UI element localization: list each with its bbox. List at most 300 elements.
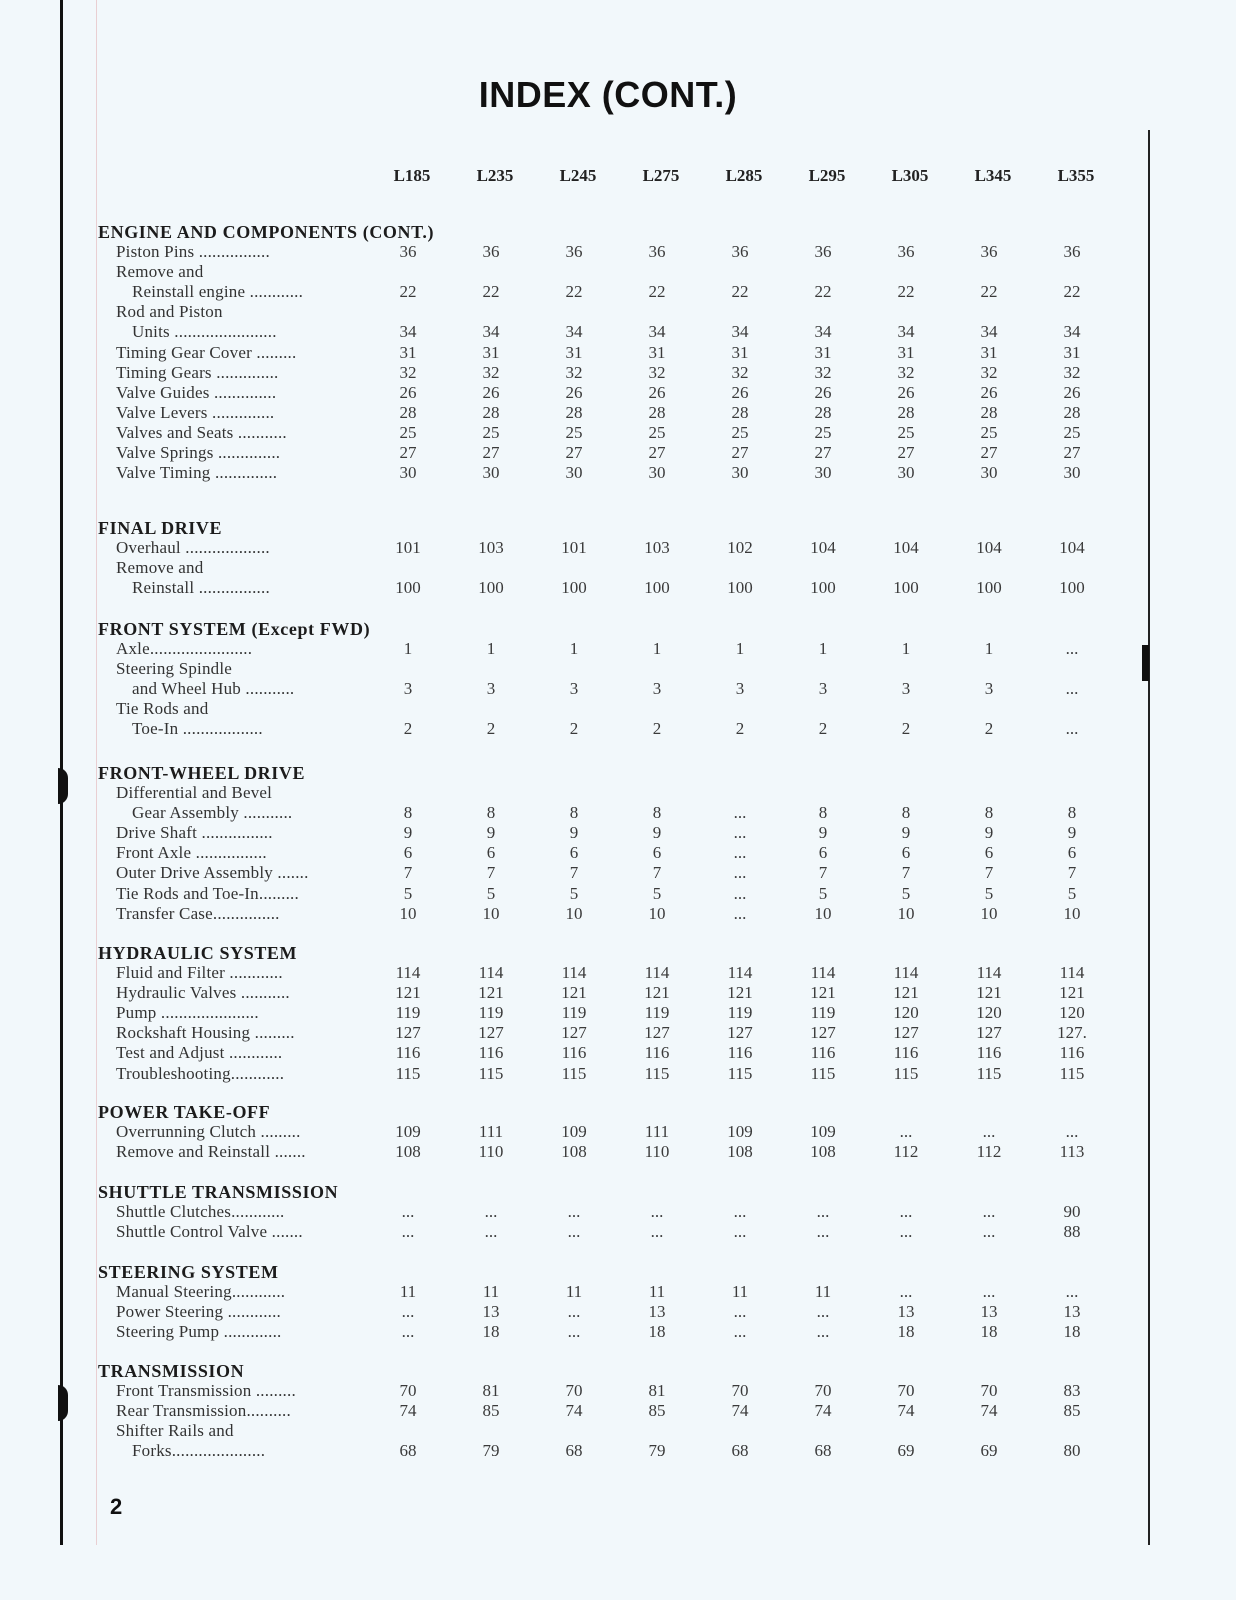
page-ref-cell: 121: [395, 983, 421, 1003]
index-row: [0, 783, 1236, 803]
entry-label: Rockshaft Housing .........: [116, 1023, 295, 1043]
page-ref-cell: 2: [984, 719, 994, 739]
page-ref-cell: 116: [561, 1043, 587, 1063]
entry-label: Troubleshooting............: [116, 1063, 285, 1083]
page-ref-cell: 36: [565, 242, 583, 261]
index-row: [0, 1441, 1236, 1461]
page-ref-cell: 115: [976, 1063, 1002, 1083]
page-ref-cell: 108: [561, 1142, 587, 1162]
page-ref-cell: 102: [727, 538, 753, 557]
page-ref-cell: 74: [731, 1401, 749, 1421]
page-ref-cell: 74: [565, 1401, 583, 1421]
page-ref-cell: 109: [395, 1122, 421, 1141]
page-number: 2: [110, 1494, 123, 1519]
page-ref-cell: 11: [648, 1282, 666, 1301]
page-ref-cell: 32: [648, 362, 666, 382]
page-ref-cell: 85: [1063, 1401, 1081, 1421]
page-ref-cell: 127: [561, 1023, 587, 1043]
page-ref-cell: 28: [814, 402, 832, 422]
page-ref-cell: 26: [980, 382, 998, 402]
page-ref-cell: 5: [984, 883, 994, 903]
page-ref-cell: 10: [565, 903, 583, 923]
page-ref-cell: 18: [648, 1322, 666, 1342]
page-ref-cell: 116: [644, 1043, 670, 1063]
page-ref-cell: 36: [980, 242, 998, 261]
page-ref-cell: ...: [733, 1222, 747, 1242]
page-ref-cell: 34: [731, 322, 749, 342]
page-ref-cell: 25: [648, 422, 666, 442]
page-ref-cell: 18: [1063, 1322, 1081, 1342]
page-ref-cell: 127: [478, 1023, 504, 1043]
page-ref-cell: 2: [818, 719, 828, 739]
page-ref-cell: ...: [567, 1222, 581, 1242]
page-ref-cell: 7: [818, 863, 828, 883]
page-ref-cell: ...: [899, 1202, 913, 1221]
page-ref-cell: 10: [1063, 903, 1081, 923]
page-ref-cell: 70: [731, 1381, 749, 1400]
page-ref-cell: 116: [976, 1043, 1002, 1063]
page-ref-cell: 119: [644, 1003, 670, 1023]
model-column-header: L355: [1057, 166, 1095, 185]
page-ref-cell: 108: [727, 1142, 753, 1162]
page-ref-cell: 3: [818, 679, 828, 699]
index-row: [0, 983, 1236, 1003]
page-ref-cell: 28: [399, 402, 417, 422]
page-ref-cell: 9: [403, 823, 413, 843]
page-ref-cell: 100: [810, 578, 836, 598]
page-ref-cell: 26: [897, 382, 915, 402]
page-ref-cell: 30: [731, 463, 749, 483]
section-heading: HYDRAULIC SYSTEM: [98, 943, 298, 963]
page-ref-cell: 34: [648, 322, 666, 342]
page-ref-cell: 119: [810, 1003, 836, 1023]
page-ref-cell: 28: [565, 402, 583, 422]
page-ref-cell: 22: [731, 282, 749, 302]
page-ref-cell: 115: [810, 1063, 836, 1083]
page-ref-cell: ...: [733, 1322, 747, 1342]
page-ref-cell: 34: [980, 322, 998, 342]
page-ref-cell: 6: [984, 843, 994, 863]
page-ref-cell: 114: [1059, 963, 1085, 982]
page-ref-cell: 1: [735, 639, 745, 658]
page-ref-cell: 26: [399, 382, 417, 402]
index-row: [0, 343, 1236, 363]
page-ref-cell: 116: [893, 1043, 919, 1063]
section-heading: FRONT SYSTEM (Except FWD): [98, 619, 371, 639]
entry-label: Gear Assembly ...........: [132, 803, 293, 823]
page-ref-cell: 114: [644, 963, 670, 982]
index-row: [0, 843, 1236, 863]
page-ref-cell: 121: [976, 983, 1002, 1003]
page-ref-cell: 127: [810, 1023, 836, 1043]
page-ref-cell: 3: [403, 679, 413, 699]
page-ref-cell: 26: [482, 382, 500, 402]
entry-label: Hydraulic Valves ...........: [116, 983, 290, 1003]
page-ref-cell: 109: [727, 1122, 753, 1141]
page-ref-cell: 6: [569, 843, 579, 863]
entry-label: Differential and Bevel: [116, 783, 273, 802]
index-row: [0, 679, 1236, 699]
page-ref-cell: ...: [567, 1302, 581, 1322]
page-ref-cell: 28: [482, 402, 500, 422]
page-ref-cell: 79: [648, 1441, 666, 1461]
page-ref-cell: 5: [1067, 883, 1077, 903]
page-ref-cell: ...: [733, 1202, 747, 1221]
page-ref-cell: 27: [565, 443, 583, 462]
index-row: [0, 699, 1236, 719]
section-heading: FRONT-WHEEL DRIVE: [98, 763, 306, 783]
entry-label: Valves and Seats ...........: [116, 422, 287, 442]
page-ref-cell: 108: [395, 1142, 421, 1162]
page-ref-cell: 127: [893, 1023, 919, 1043]
page-ref-cell: 36: [648, 242, 666, 261]
entry-label: Valve Timing ..............: [116, 463, 278, 483]
page-ref-cell: ...: [982, 1222, 996, 1242]
entry-label: Drive Shaft ................: [116, 823, 273, 843]
page-ref-cell: 119: [727, 1003, 753, 1023]
entry-label: Overrunning Clutch .........: [116, 1122, 301, 1141]
page-ref-cell: 104: [976, 538, 1002, 557]
page-ref-cell: 5: [486, 883, 496, 903]
page-ref-cell: 70: [980, 1381, 998, 1400]
entry-label: Valve Guides ..............: [116, 382, 277, 402]
page-ref-cell: 114: [478, 963, 504, 982]
entry-label: Axle.......................: [116, 639, 253, 658]
page-ref-cell: 100: [478, 578, 504, 598]
page-ref-cell: 30: [980, 463, 998, 483]
page-ref-cell: 8: [486, 803, 496, 823]
page-ref-cell: ...: [567, 1322, 581, 1342]
page-ref-cell: 11: [399, 1282, 417, 1301]
page-ref-cell: 13: [648, 1302, 666, 1322]
entry-label: Test and Adjust ............: [116, 1043, 283, 1063]
page-ref-cell: 31: [648, 342, 666, 362]
page-ref-cell: 3: [984, 679, 994, 699]
page-ref-cell: 83: [1063, 1381, 1081, 1400]
page-ref-cell: 121: [810, 983, 836, 1003]
page-ref-cell: 32: [482, 362, 500, 382]
page-ref-cell: 1: [403, 639, 413, 658]
page-ref-cell: ...: [733, 803, 747, 823]
page-ref-cell: 7: [569, 863, 579, 883]
page-ref-cell: 100: [395, 578, 421, 598]
page-ref-cell: 6: [486, 843, 496, 863]
page-ref-cell: 10: [897, 903, 915, 923]
page-ref-cell: 10: [980, 903, 998, 923]
page-ref-cell: 121: [561, 983, 587, 1003]
page-ref-cell: 116: [478, 1043, 504, 1063]
page-ref-cell: 34: [482, 322, 500, 342]
page-ref-cell: 79: [482, 1441, 500, 1461]
page-ref-cell: 115: [395, 1063, 421, 1083]
page-ref-cell: 32: [399, 362, 417, 382]
page-ref-cell: 6: [652, 843, 662, 863]
page-ref-cell: 104: [893, 538, 919, 557]
page-ref-cell: 25: [980, 422, 998, 442]
page-ref-cell: 127: [644, 1023, 670, 1043]
entry-label: Remove and Reinstall .......: [116, 1142, 306, 1162]
page-ref-cell: 7: [984, 863, 994, 883]
page-ref-cell: 22: [980, 282, 998, 302]
page-ref-cell: 30: [482, 463, 500, 483]
index-row: [0, 863, 1236, 883]
entry-label: Tie Rods and: [116, 699, 209, 719]
page-ref-cell: 10: [399, 903, 417, 923]
page-ref-cell: ...: [401, 1222, 415, 1242]
model-column-header: L275: [642, 166, 680, 185]
page-ref-cell: 116: [810, 1043, 836, 1063]
index-row: [0, 383, 1236, 403]
page-ref-cell: ...: [733, 843, 747, 863]
page-ref-cell: 32: [1063, 362, 1081, 382]
page-ref-cell: 31: [565, 342, 583, 362]
page-ref-cell: 32: [731, 362, 749, 382]
page-ref-cell: 5: [901, 883, 911, 903]
page-ref-cell: 2: [486, 719, 496, 739]
page-ref-cell: 69: [897, 1441, 915, 1461]
page-ref-cell: 9: [652, 823, 662, 843]
entry-label: Front Axle ................: [116, 843, 267, 863]
model-column-header: L305: [891, 166, 929, 185]
page-ref-cell: 18: [482, 1322, 500, 1342]
page-ref-cell: 27: [399, 443, 417, 462]
page-ref-cell: ...: [982, 1202, 996, 1221]
page-ref-cell: ...: [484, 1222, 498, 1242]
page-ref-cell: 3: [901, 679, 911, 699]
page-ref-cell: 103: [478, 538, 504, 557]
page-ref-cell: 11: [814, 1282, 832, 1301]
index-row: [0, 1043, 1236, 1063]
index-row: [0, 242, 1236, 262]
index-row: [0, 282, 1236, 302]
page-ref-cell: 70: [897, 1381, 915, 1400]
page-ref-cell: 109: [810, 1122, 836, 1141]
page-ref-cell: 2: [901, 719, 911, 739]
page-ref-cell: 1: [818, 639, 828, 658]
page-ref-cell: 2: [569, 719, 579, 739]
page-ref-cell: 6: [1067, 843, 1077, 863]
page-ref-cell: 25: [482, 422, 500, 442]
page-ref-cell: 25: [1063, 422, 1081, 442]
page-ref-cell: 36: [731, 242, 749, 261]
page-ref-cell: 114: [395, 963, 421, 982]
index-row: [0, 1023, 1236, 1043]
page-ref-cell: 34: [399, 322, 417, 342]
page-ref-cell: 88: [1063, 1222, 1081, 1242]
page-ref-cell: ...: [982, 1282, 996, 1301]
page-ref-cell: 25: [565, 422, 583, 442]
page-ref-cell: 30: [814, 463, 832, 483]
index-row: [0, 1142, 1236, 1162]
page-ref-cell: 1: [901, 639, 911, 658]
page-ref-cell: 27: [648, 443, 666, 462]
page-ref-cell: 8: [403, 803, 413, 823]
page-ref-cell: 7: [652, 863, 662, 883]
index-row: [0, 1064, 1236, 1084]
page-ref-cell: 22: [814, 282, 832, 302]
model-column-header: L245: [559, 166, 597, 185]
page-ref-cell: 22: [565, 282, 583, 302]
page-ref-cell: 101: [395, 538, 421, 557]
entry-label: Power Steering ............: [116, 1302, 281, 1322]
page-ref-cell: 74: [897, 1401, 915, 1421]
page-ref-cell: 100: [1059, 578, 1085, 598]
page-ref-cell: 22: [1063, 282, 1081, 302]
page-ref-cell: 70: [814, 1381, 832, 1400]
page-ref-cell: 116: [395, 1043, 421, 1063]
entry-label: Reinstall engine ............: [132, 282, 304, 302]
entry-label: and Wheel Hub ...........: [132, 679, 295, 699]
page-ref-cell: 85: [482, 1401, 500, 1421]
page-ref-cell: 9: [818, 823, 828, 843]
page-ref-cell: 119: [561, 1003, 587, 1023]
page-ref-cell: ...: [899, 1122, 913, 1141]
page-ref-cell: ...: [484, 1202, 498, 1221]
page-ref-cell: 81: [482, 1381, 500, 1400]
section-heading: ENGINE AND COMPONENTS (CONT.): [98, 222, 435, 242]
page-ref-cell: 114: [810, 963, 836, 982]
entry-label: Tie Rods and Toe-In.........: [116, 883, 299, 903]
index-row: [0, 884, 1236, 904]
page-ref-cell: 7: [403, 863, 413, 883]
entry-label: Rod and Piston: [116, 302, 223, 322]
index-row: [0, 719, 1236, 739]
page-ref-cell: 22: [399, 282, 417, 302]
entry-label: Steering Spindle: [116, 659, 233, 679]
page-ref-cell: 110: [478, 1142, 504, 1162]
page-ref-cell: ...: [733, 1302, 747, 1322]
page-ref-cell: 70: [399, 1381, 417, 1400]
page-ref-cell: 74: [399, 1401, 417, 1421]
entry-label: Valve Springs ..............: [116, 443, 281, 462]
page-ref-cell: 30: [399, 463, 417, 483]
page-ref-cell: 100: [727, 578, 753, 598]
model-column-header: L185: [393, 166, 431, 185]
page-ref-cell: 10: [814, 903, 832, 923]
page-ref-cell: 10: [648, 903, 666, 923]
page-ref-cell: 11: [482, 1282, 500, 1301]
page-ref-cell: 112: [976, 1142, 1002, 1162]
index-row: [0, 639, 1236, 659]
page-ref-cell: 116: [1059, 1043, 1085, 1063]
page-ref-cell: 121: [478, 983, 504, 1003]
page-ref-cell: 26: [565, 382, 583, 402]
page-ref-cell: 68: [814, 1441, 832, 1461]
index-row: [0, 1322, 1236, 1342]
section-heading: STEERING SYSTEM: [98, 1262, 279, 1282]
page-ref-cell: 22: [897, 282, 915, 302]
page-ref-cell: ...: [1065, 639, 1079, 658]
index-row: [0, 302, 1236, 322]
page-ref-cell: ...: [982, 1122, 996, 1141]
page-ref-cell: 13: [482, 1302, 500, 1322]
index-row: [0, 1282, 1236, 1302]
page-ref-cell: 3: [652, 679, 662, 699]
page-ref-cell: 36: [399, 242, 417, 261]
index-row: [0, 1222, 1236, 1242]
page-ref-cell: ...: [567, 1202, 581, 1221]
page-ref-cell: 127: [395, 1023, 421, 1043]
page-ref-cell: ...: [816, 1302, 830, 1322]
page-ref-cell: 31: [980, 342, 998, 362]
entry-label: Rear Transmission..........: [116, 1401, 291, 1421]
page-ref-cell: 80: [1063, 1441, 1081, 1461]
model-column-header: L295: [808, 166, 846, 185]
entry-label: Front Transmission .........: [116, 1381, 296, 1400]
page-ref-cell: ...: [401, 1322, 415, 1342]
page-ref-cell: 100: [561, 578, 587, 598]
page-ref-cell: 120: [976, 1003, 1002, 1023]
page-ref-cell: ...: [1065, 679, 1079, 699]
page-ref-cell: 3: [486, 679, 496, 699]
page-ref-cell: 112: [893, 1142, 919, 1162]
page-ref-cell: 22: [648, 282, 666, 302]
page-ref-cell: 6: [818, 843, 828, 863]
model-column-header: L235: [476, 166, 514, 185]
page-ref-cell: 108: [810, 1142, 836, 1162]
page-ref-cell: 121: [644, 983, 670, 1003]
index-row: [0, 803, 1236, 823]
page-ref-cell: 36: [814, 242, 832, 261]
index-row: [0, 558, 1236, 578]
page-ref-cell: 74: [980, 1401, 998, 1421]
page-ref-cell: 9: [569, 823, 579, 843]
page-ref-cell: 36: [897, 242, 915, 261]
index-row: [0, 1401, 1236, 1421]
page-ref-cell: 110: [644, 1142, 670, 1162]
page-ref-cell: 13: [897, 1302, 915, 1322]
index-row: [0, 1302, 1236, 1322]
page-ref-cell: 25: [897, 422, 915, 442]
page-ref-cell: 116: [727, 1043, 753, 1063]
page-ref-cell: ...: [1065, 1282, 1079, 1301]
index-row: [0, 1122, 1236, 1142]
page-ref-cell: 70: [565, 1381, 583, 1400]
section-heading: SHUTTLE TRANSMISSION: [98, 1182, 339, 1202]
page-ref-cell: 69: [980, 1441, 998, 1461]
index-row: [0, 538, 1236, 558]
page-ref-cell: 90: [1063, 1202, 1081, 1221]
page-ref-cell: 31: [814, 342, 832, 362]
page-ref-cell: 28: [1063, 402, 1081, 422]
page-ref-cell: ...: [733, 903, 747, 923]
page-ref-cell: 30: [565, 463, 583, 483]
page-ref-cell: 120: [1059, 1003, 1085, 1023]
page-ref-cell: 5: [818, 883, 828, 903]
page-ref-cell: ...: [816, 1322, 830, 1342]
page-ref-cell: 115: [1059, 1063, 1085, 1083]
page-ref-cell: 8: [569, 803, 579, 823]
page-ref-cell: 2: [403, 719, 413, 739]
entry-label: Piston Pins ................: [116, 242, 270, 261]
page-ref-cell: 103: [644, 538, 670, 557]
page-ref-cell: 6: [901, 843, 911, 863]
page-ref-cell: 127: [727, 1023, 753, 1043]
index-row: [0, 904, 1236, 924]
entry-label: Timing Gears ..............: [116, 362, 279, 382]
index-row: [0, 1421, 1236, 1441]
page-ref-cell: 27: [814, 443, 832, 462]
model-column-header: L345: [974, 166, 1012, 185]
entry-label: Manual Steering............: [116, 1282, 286, 1301]
page-ref-cell: ...: [816, 1202, 830, 1221]
page-ref-cell: ...: [899, 1282, 913, 1301]
page-ref-cell: ...: [650, 1222, 664, 1242]
entry-label: Overhaul ...................: [116, 538, 270, 557]
page-ref-cell: 18: [980, 1322, 998, 1342]
page-ref-cell: ...: [650, 1202, 664, 1221]
entry-label: Toe-In ..................: [132, 719, 263, 739]
